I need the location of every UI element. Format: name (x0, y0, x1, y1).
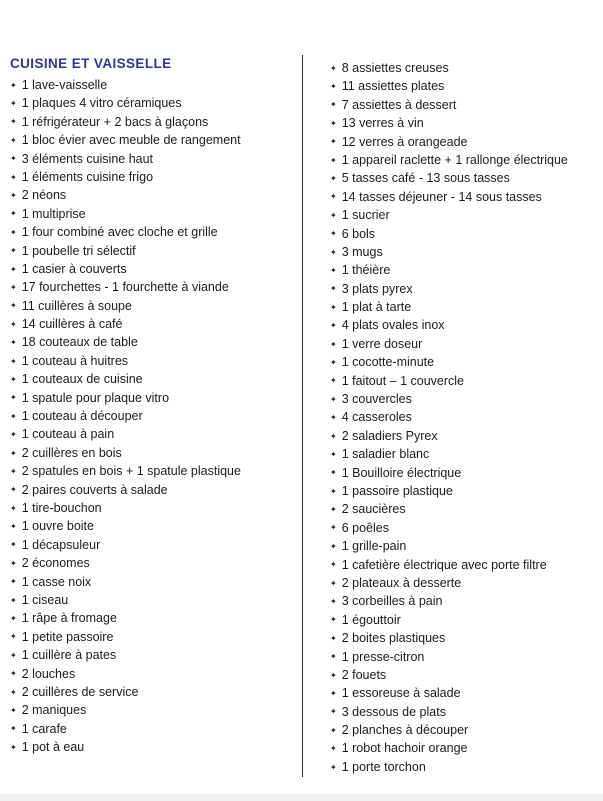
list-item (10, 113, 302, 131)
item-label: 14 tasses déjeuner - 14 sous tasses (341, 189, 542, 204)
item-label: 1 sucrier (341, 208, 390, 223)
list-item (330, 703, 602, 721)
bullet-icon: ✦ (10, 209, 17, 219)
list-item (330, 556, 602, 574)
list-item (10, 628, 302, 646)
item-label: 2 néons (21, 188, 67, 203)
item-label: 4 plats ovales inox (341, 318, 445, 333)
bullet-icon: ✦ (10, 301, 17, 311)
list-item (330, 592, 602, 610)
inventory-column-right (330, 59, 602, 776)
bullet-icon: ✦ (10, 246, 17, 256)
item-label: 13 verres à vin (341, 116, 424, 131)
bullet-icon: ✦ (10, 669, 17, 679)
bullet-icon: ✦ (330, 523, 337, 533)
bullet-icon: ✦ (330, 229, 337, 239)
bullet-icon: ✦ (10, 522, 17, 532)
item-label: 1 tire-bouchon (21, 500, 102, 515)
list-item (330, 684, 602, 702)
list-item (10, 407, 302, 425)
list-item (10, 131, 302, 149)
item-label: 1 couteau à découper (21, 409, 143, 424)
item-label: 1 couteau à pain (21, 427, 115, 442)
bullet-icon: ✦ (10, 411, 17, 421)
bullet-icon: ✦ (330, 284, 337, 294)
list-item (330, 666, 602, 684)
item-label: 1 lave-vaisselle (21, 78, 108, 92)
bullet-icon: ✦ (330, 394, 337, 404)
item-label: 1 Bouilloire électrique (341, 465, 462, 480)
item-label: 1 couteaux de cuisine (21, 372, 143, 387)
item-label: 1 porte torchon (341, 759, 426, 774)
list-item (330, 169, 602, 187)
list-item (330, 77, 602, 95)
bullet-icon: ✦ (10, 503, 17, 513)
list-item (330, 114, 602, 132)
bullet-icon: ✦ (330, 118, 337, 128)
item-label: 3 mugs (341, 244, 383, 259)
column-divider (302, 55, 303, 777)
bullet-icon: ✦ (10, 356, 17, 366)
list-item (10, 94, 302, 112)
list-item (10, 701, 302, 719)
list-item (330, 758, 602, 776)
list-item (10, 683, 302, 701)
list-item (330, 739, 602, 757)
item-label: 1 décapsuleur (21, 537, 101, 552)
bullet-icon: ✦ (10, 264, 17, 274)
list-item (330, 629, 602, 647)
list-item (10, 462, 302, 480)
item-label: 1 casier à couverts (21, 261, 127, 276)
list-item (10, 499, 302, 517)
list-item (330, 335, 602, 353)
list-item (10, 554, 302, 572)
list-item (330, 225, 602, 243)
item-label: 2 maniques (21, 703, 87, 718)
bullet-icon: ✦ (10, 374, 17, 384)
item-label: 3 plats pyrex (341, 281, 413, 296)
item-label: 1 appareil raclette + 1 rallonge électrique (341, 152, 568, 167)
item-label: 4 casseroles (341, 410, 412, 425)
item-label: 1 pot à eau (21, 740, 85, 755)
list-item (330, 537, 602, 555)
item-label: 1 éléments cuisine frigo (21, 169, 154, 184)
bullet-icon: ✦ (330, 670, 337, 680)
item-label: 2 boites plastiques (341, 631, 446, 646)
bullet-icon: ✦ (330, 560, 337, 570)
item-label: 2 paires couverts à salade (21, 482, 168, 497)
list-item (330, 261, 602, 279)
item-label: 1 ciseau (21, 592, 69, 607)
bullet-icon: ✦ (330, 449, 337, 459)
list-item (10, 573, 302, 591)
bullet-icon: ✦ (10, 191, 17, 201)
bullet-icon: ✦ (330, 505, 337, 515)
list-item (330, 721, 602, 739)
item-label: 7 assiettes à dessert (341, 97, 457, 112)
bullet-icon: ✦ (330, 100, 337, 110)
item-label: 6 poêles (341, 520, 389, 535)
item-label: 17 fourchettes - 1 fourchette à viande (21, 280, 229, 295)
list-item (10, 168, 302, 186)
item-label: 1 essoreuse à salade (341, 686, 461, 701)
list-item (10, 481, 302, 499)
bullet-icon: ✦ (10, 135, 17, 145)
item-label: 1 cafetière électrique avec porte filtre (341, 557, 547, 572)
item-label: 3 dessous de plats (341, 704, 446, 719)
item-label: 1 plaques 4 vitro céramiques (21, 96, 182, 111)
item-label: 2 cuillères de service (21, 684, 139, 699)
list-item (330, 133, 602, 151)
list-item (10, 720, 302, 738)
list-item (10, 444, 302, 462)
bullet-icon: ✦ (10, 577, 17, 587)
bullet-icon: ✦ (330, 321, 337, 331)
bullet-icon: ✦ (10, 614, 17, 624)
item-label: 1 ouvre boite (21, 519, 94, 534)
bullet-icon: ✦ (10, 632, 17, 642)
item-label: 2 saucières (341, 502, 406, 517)
list-item (10, 76, 302, 94)
bullet-icon: ✦ (330, 744, 337, 754)
bullet-icon: ✦ (10, 430, 17, 440)
page-bottom-edge (0, 794, 603, 801)
item-label: 5 tasses café - 13 sous tasses (341, 171, 510, 186)
item-label: 18 couteaux de table (21, 335, 138, 350)
item-label: 1 cuillère à pates (21, 648, 117, 663)
list-item (330, 519, 602, 537)
item-label: 8 assiettes creuses (341, 61, 449, 75)
bullet-icon: ✦ (330, 468, 337, 478)
list-item (10, 370, 302, 388)
item-label: 2 cuillères en bois (21, 445, 122, 460)
list-item (330, 500, 602, 518)
bullet-icon: ✦ (10, 595, 17, 605)
item-label: 2 spatules en bois + 1 spatule plastique (21, 464, 241, 479)
item-label: 1 robot hachoir orange (341, 741, 468, 756)
list-item (330, 59, 602, 77)
list-item (10, 517, 302, 535)
item-label: 1 couteau à huitres (21, 353, 129, 368)
list-item (10, 260, 302, 278)
list-item (330, 243, 602, 261)
bullet-icon: ✦ (10, 154, 17, 164)
list-item (10, 205, 302, 223)
list-item (330, 96, 602, 114)
bullet-icon: ✦ (10, 227, 17, 237)
item-label: 1 presse-citron (341, 649, 425, 664)
bullet-icon: ✦ (10, 117, 17, 127)
list-item (330, 648, 602, 666)
item-label: 1 plat à tarte (341, 300, 412, 315)
list-item (10, 150, 302, 168)
item-label: 2 saladiers Pyrex (341, 428, 438, 443)
list-item (330, 188, 602, 206)
bullet-icon: ✦ (330, 376, 337, 386)
bullet-icon: ✦ (10, 393, 17, 403)
list-item (330, 445, 602, 463)
list-item (10, 186, 302, 204)
bullet-icon: ✦ (10, 705, 17, 715)
list-item (10, 315, 302, 333)
bullet-icon: ✦ (10, 448, 17, 458)
list-item (330, 151, 602, 169)
item-label: 6 bols (341, 226, 376, 241)
bullet-icon: ✦ (330, 265, 337, 275)
item-label: 2 plateaux à desserte (341, 575, 462, 590)
bullet-icon: ✦ (10, 742, 17, 752)
item-label: 2 économes (21, 556, 90, 571)
bullet-icon: ✦ (330, 174, 337, 184)
list-item (10, 352, 302, 370)
list-item (10, 333, 302, 351)
bullet-icon: ✦ (330, 413, 337, 423)
bullet-icon: ✦ (330, 137, 337, 147)
bullet-icon: ✦ (330, 725, 337, 735)
list-item (330, 390, 602, 408)
bullet-icon: ✦ (10, 540, 17, 550)
list-item (330, 298, 602, 316)
item-label: 1 réfrigérateur + 2 bacs à glaçons (21, 114, 209, 129)
bullet-icon: ✦ (330, 615, 337, 625)
list-item (10, 646, 302, 664)
bullet-icon: ✦ (330, 302, 337, 312)
item-label: 1 petite passoire (21, 629, 114, 644)
item-label: 11 cuillères à soupe (21, 298, 132, 313)
list-item (10, 738, 302, 756)
bullet-icon: ✦ (10, 650, 17, 660)
list-item (330, 574, 602, 592)
item-label: 14 cuillères à café (21, 317, 123, 332)
bullet-icon: ✦ (330, 192, 337, 202)
bullet-icon: ✦ (330, 357, 337, 367)
bullet-icon: ✦ (10, 99, 17, 109)
list-item (10, 609, 302, 627)
list-item (330, 353, 602, 371)
list-item (10, 665, 302, 683)
page-title: CUISINE ET VAISSELLE (10, 56, 172, 71)
bullet-icon: ✦ (10, 485, 17, 495)
list-item (10, 389, 302, 407)
item-label: 1 cocotte-minute (341, 355, 435, 370)
item-label: 1 carafe (21, 721, 67, 736)
bullet-icon: ✦ (330, 210, 337, 220)
bullet-icon: ✦ (10, 172, 17, 182)
bullet-icon: ✦ (330, 707, 337, 717)
list-item (330, 206, 602, 224)
item-label: 12 verres à orangeade (341, 134, 468, 149)
bullet-icon: ✦ (10, 558, 17, 568)
bullet-icon: ✦ (330, 247, 337, 257)
inventory-column-left (10, 76, 302, 756)
item-label: 1 grille-pain (341, 539, 407, 554)
list-item (330, 611, 602, 629)
list-item (10, 297, 302, 315)
list-item (330, 280, 602, 298)
list-item (10, 591, 302, 609)
bullet-icon: ✦ (330, 63, 337, 73)
item-label: 3 corbeilles à pain (341, 594, 443, 609)
list-item (10, 223, 302, 241)
bullet-icon: ✦ (330, 431, 337, 441)
bullet-icon: ✦ (330, 762, 337, 772)
item-label: 1 théière (341, 263, 391, 278)
item-label: 1 spatule pour plaque vitro (21, 390, 170, 405)
item-label: 11 assiettes plates (341, 79, 445, 94)
bullet-icon: ✦ (330, 82, 337, 92)
list-item (10, 425, 302, 443)
item-label: 1 râpe à fromage (21, 611, 117, 626)
list-item (10, 536, 302, 554)
bullet-icon: ✦ (330, 633, 337, 643)
item-label: 1 saladier blanc (341, 447, 430, 462)
item-label: 3 couvercles (341, 392, 412, 407)
item-label: 1 poubelle tri sélectif (21, 243, 136, 258)
list-item (330, 372, 602, 390)
list-item (330, 427, 602, 445)
bullet-icon: ✦ (10, 80, 17, 90)
item-label: 1 faitout – 1 couvercle (341, 373, 464, 388)
item-label: 3 éléments cuisine haut (21, 151, 154, 166)
bullet-icon: ✦ (330, 688, 337, 698)
item-label: 1 casse noix (21, 574, 92, 589)
item-label: 2 louches (21, 666, 76, 681)
list-item (330, 408, 602, 426)
item-label: 1 bloc évier avec meuble de rangement (21, 133, 241, 148)
list-item (330, 464, 602, 482)
bullet-icon: ✦ (330, 541, 337, 551)
item-label: 2 fouets (341, 667, 387, 682)
item-label: 1 multiprise (21, 206, 86, 221)
bullet-icon: ✦ (10, 338, 17, 348)
bullet-icon: ✦ (10, 282, 17, 292)
item-label: 1 passoire plastique (341, 483, 453, 498)
bullet-icon: ✦ (10, 724, 17, 734)
list-item (330, 316, 602, 334)
list-item (10, 278, 302, 296)
bullet-icon: ✦ (330, 578, 337, 588)
bullet-icon: ✦ (10, 319, 17, 329)
bullet-icon: ✦ (330, 652, 337, 662)
bullet-icon: ✦ (330, 155, 337, 165)
bullet-icon: ✦ (10, 687, 17, 697)
bullet-icon: ✦ (330, 339, 337, 349)
bullet-icon: ✦ (330, 486, 337, 496)
bullet-icon: ✦ (10, 466, 17, 476)
list-item (330, 482, 602, 500)
item-label: 2 planches à découper (341, 723, 469, 738)
bullet-icon: ✦ (330, 597, 337, 607)
item-label: 1 verre doseur (341, 336, 423, 351)
item-label: 1 four combiné avec cloche et grille (21, 225, 218, 240)
item-label: 1 égouttoir (341, 612, 401, 627)
list-item (10, 242, 302, 260)
